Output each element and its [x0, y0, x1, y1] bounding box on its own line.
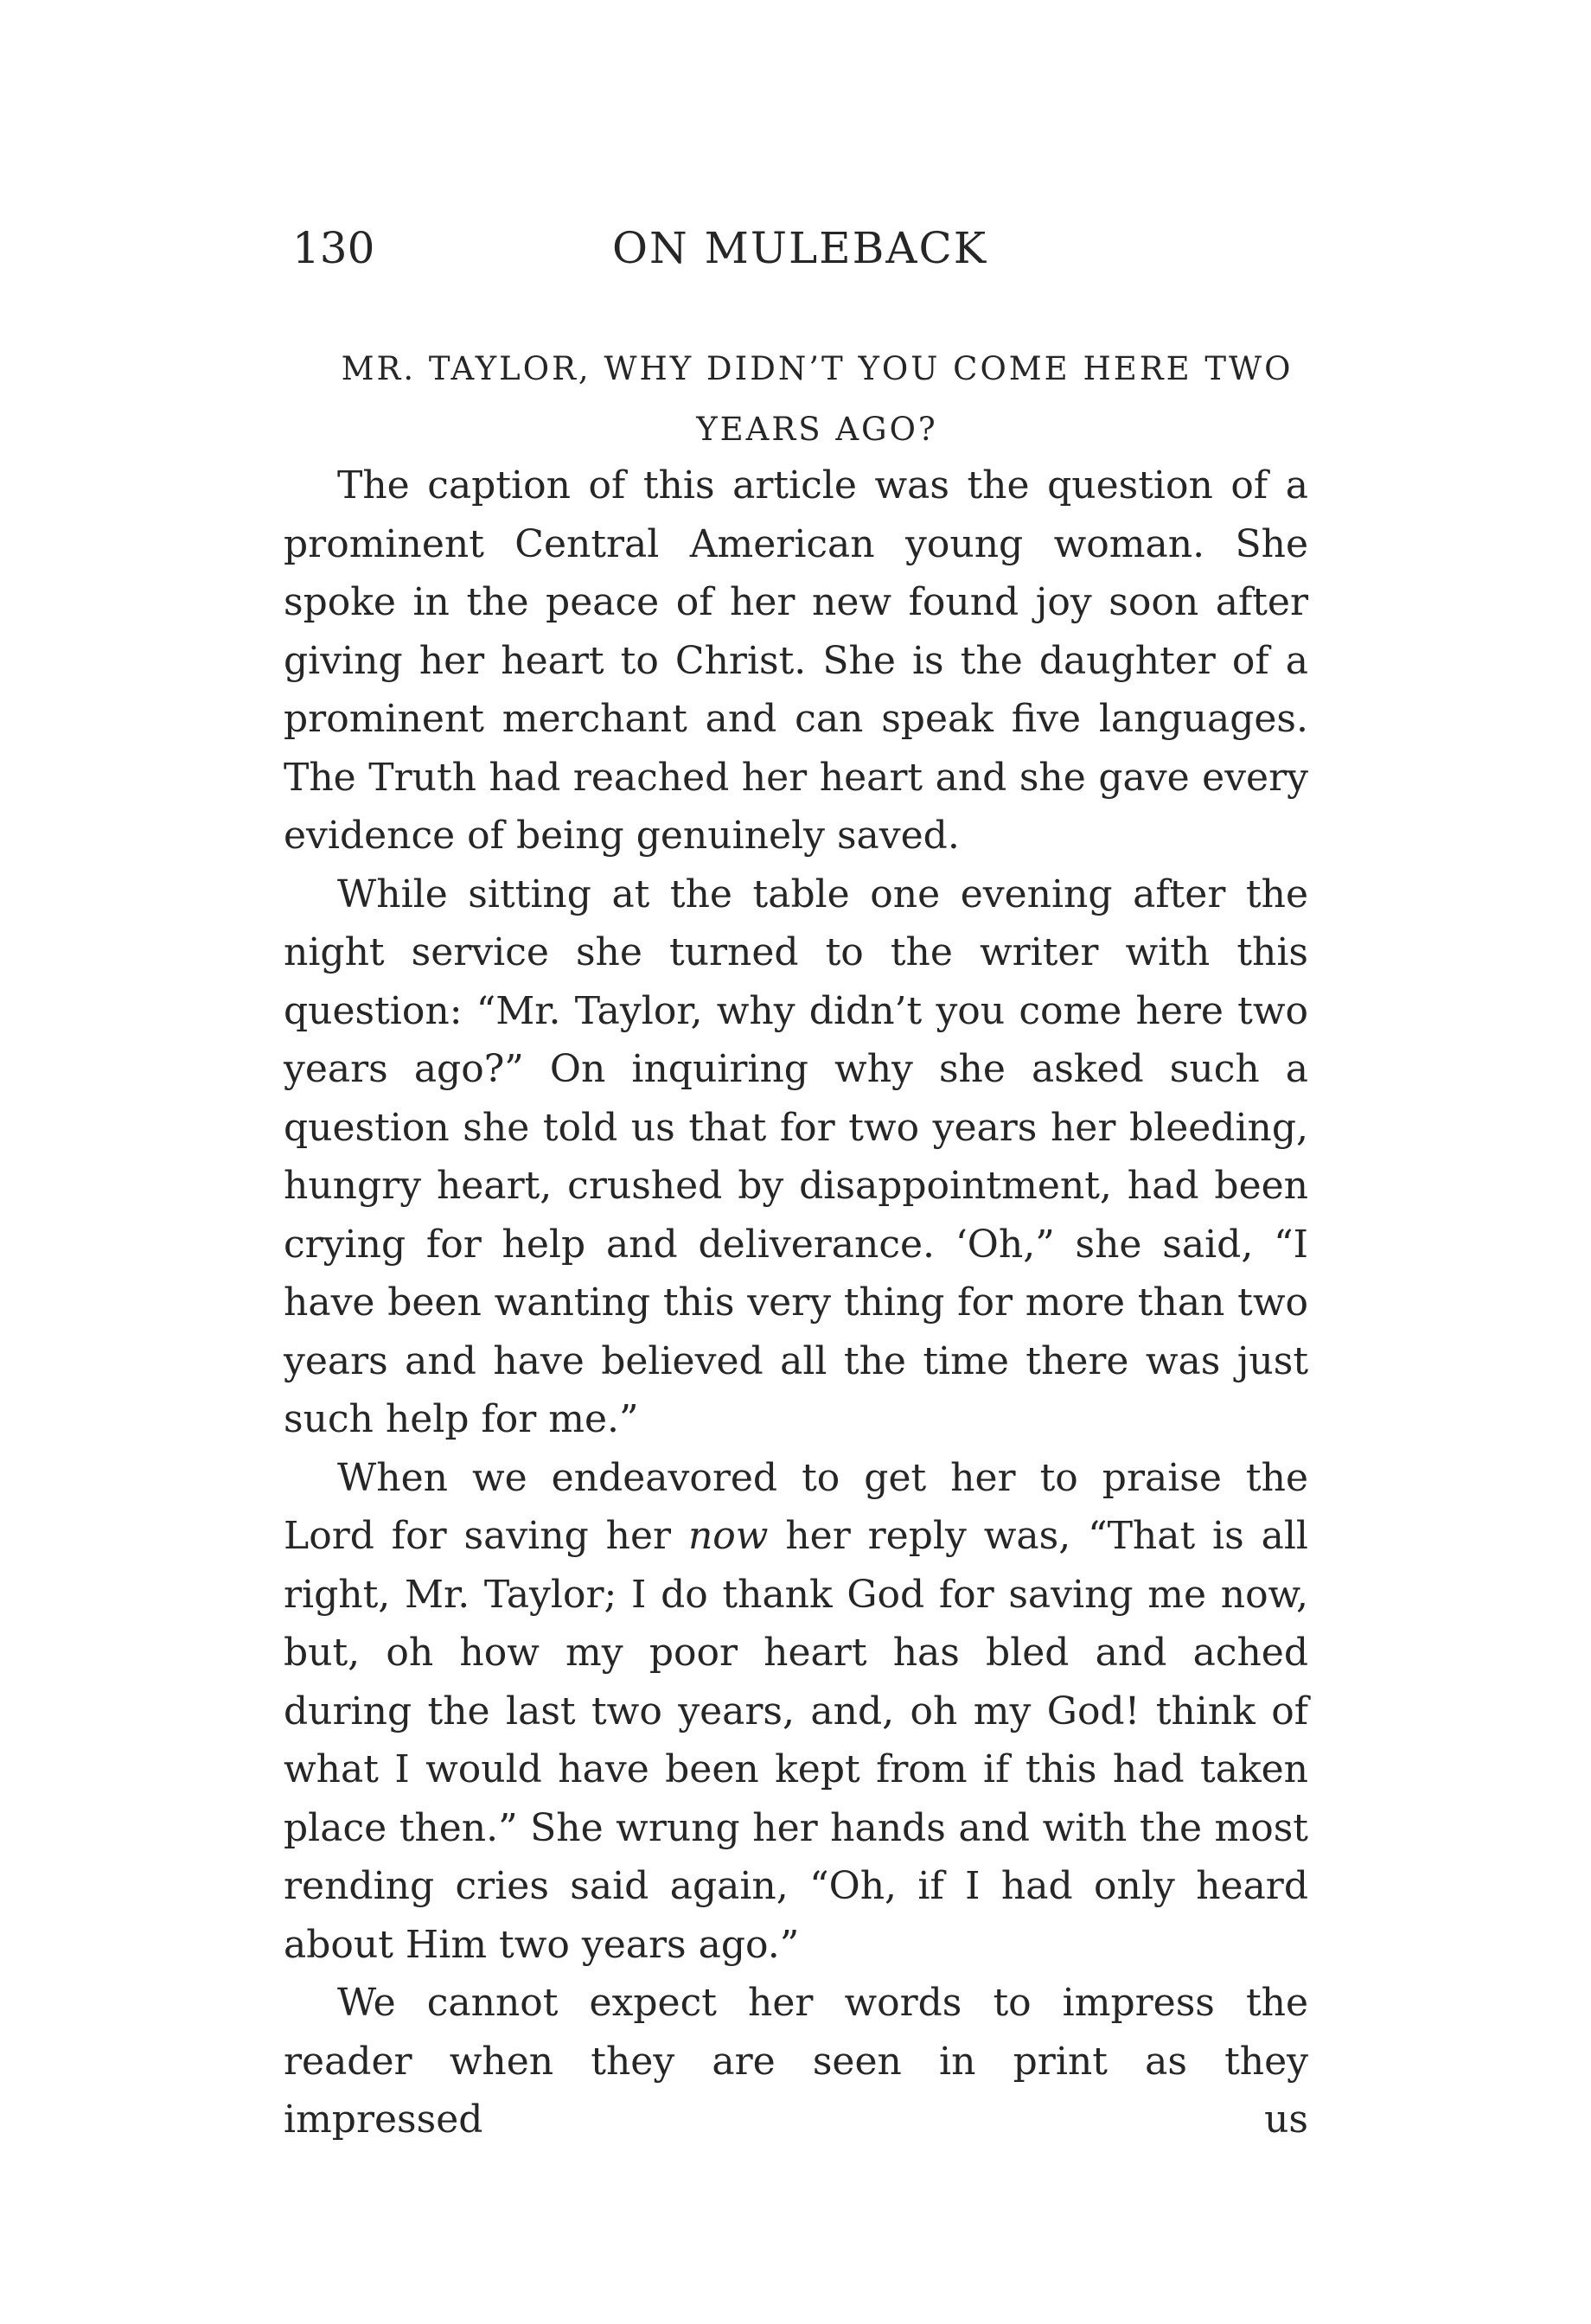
- article-heading: [311, 339, 1323, 460]
- running-head: [292, 218, 1321, 278]
- paragraph-2: While sitting at the table one evening after the night service she turned to the writer with this question: “Mr. Taylor, why didn’t you come here two years ago?” On inquiring why she asked such a question she told us that for two years her bleeding, hungry heart, crushed by disappointment, had been crying for help and deliverance. ‘Oh,” she said, “I have been wanting this very thing for more than two years and have believed all the time there was just such help for me.”: [284, 872, 1308, 1441]
- paragraph-3: [284, 1449, 1308, 1975]
- paragraph-3-before: When we endeavored to get her to praise the Lord for saving her: [284, 1455, 1308, 1558]
- article-heading-line-1: MR. TAYLOR, WHY DIDN’T YOU COME HERE TWO: [341, 350, 1294, 387]
- paragraph-3-after: her reply was, “That is all right, Mr. Taylor; I do thank God for saving me now, but, oh how my poor heart has bled and ached during the last two years, and, oh my God! think of what I would have been kept from if this had taken place then.” She wrung her hands and with the most rending cries said again, “Oh, if I had only heard about Him two years ago.”: [284, 1514, 1308, 1967]
- paragraph-3-emphasis: now: [687, 1514, 769, 1558]
- paragraph-1: The caption of this article was the question of a prominent Central American young woman. She spoke in the peace of her new found joy soon after giving her heart to Christ. She is the daughter of a prominent merchant and can speak five languages. The Truth had reached her heart and she gave every evidence of being genuinely saved.: [284, 463, 1308, 858]
- article-heading-line-2: YEARS AGO?: [696, 411, 938, 448]
- article-body: [284, 456, 1308, 2149]
- running-title: ON MULEBACK: [612, 223, 988, 273]
- paragraph-4: We cannot expect her words to impress the reader when they are seen in print as they impressed us: [284, 1981, 1308, 2142]
- page-number: 130: [292, 223, 375, 273]
